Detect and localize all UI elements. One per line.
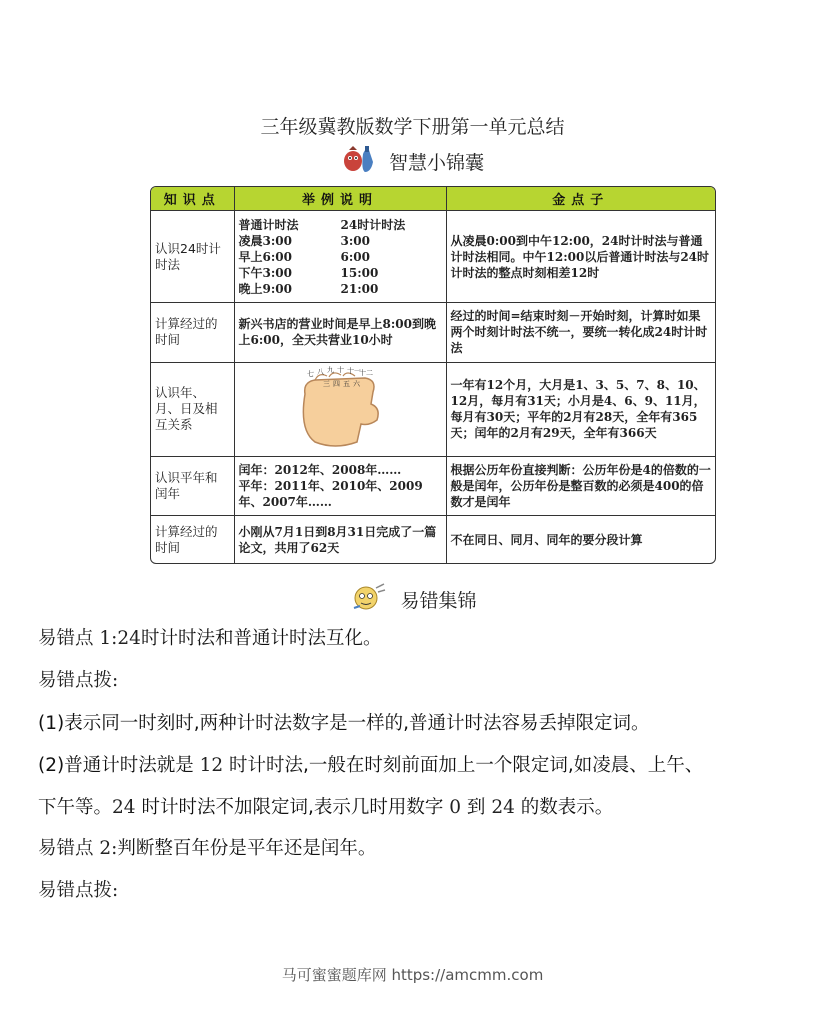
tip-cell: 一年有12个月，大月是1、3、5、7、8、10、12月，每月有31天；小月是4、6、9、11月，每月有30天；平年的2月有28天，全年有365天；闰年的2月有29天，全年有366天 (446, 362, 715, 456)
example-cell: 小刚从7月1日到8月31日完成了一篇论文，共用了62天 (234, 516, 446, 563)
tip-cell: 经过的时间=结束时刻－开始时刻，计算时如果两个时刻计时法不统一，要统一转化成24时计时法 (446, 303, 715, 362)
topic-cell: 认识24时计时法 (151, 211, 234, 303)
tip-cell: 根据公历年份直接判断：公历年份是4的倍数的一般是闰年，公历年份是整百数的必须是400的倍数才是闰年 (446, 456, 715, 515)
topic-cell: 认识年、月、日及相互关系 (151, 362, 234, 456)
topic-cell: 计算经过的时间 (151, 303, 234, 362)
table-row (151, 303, 715, 362)
footer-watermark: 马可蜜蜜题库网 https://amcmm.com (281, 966, 544, 984)
hand-label: 八 (317, 368, 324, 377)
hand-illustration-cell (234, 362, 446, 456)
topic-cell: 认识平年和闰年 (151, 456, 234, 515)
hand-label: 七 (307, 370, 314, 379)
table-row (151, 516, 715, 563)
header-tip: 金点子 (446, 187, 715, 211)
example-cell: 新兴书店的营业时间是早上8:00到晚上6:00，全天共营业10小时 (234, 303, 446, 362)
topic-cell: 计算经过的时间 (151, 516, 234, 563)
hand-label: 四 (333, 380, 340, 389)
hand-label: 十 (337, 366, 344, 375)
paragraph: 下午等。24 时计时法不加限定词,表示几时用数字 0 到 24 的数表示。 (38, 797, 614, 818)
hand-label: 五 (343, 380, 350, 389)
paragraph: 易错点 1:24时计时法和普通计时法互化。 (38, 628, 382, 649)
hand-label: 十二 (359, 369, 373, 378)
cartoon-character-icon (348, 582, 388, 617)
table-row (151, 456, 715, 515)
header-example: 举例说明 (234, 187, 446, 211)
tip-cell: 不在同日、同月、同年的要分段计算 (450, 532, 643, 547)
hand-label: 九 (327, 366, 334, 375)
hand-label: 三 (323, 380, 330, 389)
money-bag-icon (341, 144, 377, 179)
paragraph: 易错点 2:判断整百年份是平年还是闰年。 (38, 838, 377, 859)
paragraph: (1)表示同一时刻时,两种计时法数字是一样的,普通计时法容易丢掉限定词。 (38, 713, 650, 734)
section-heading-mistakes: 易错集锦 (0, 582, 825, 617)
table-row (151, 362, 715, 456)
header-topic: 知识点 (151, 187, 234, 211)
paragraph: 易错点拨: (38, 670, 119, 691)
tip-cell: 从凌晨0:00到中午12:00，24时计时法与普通计时法相同。中午12:00以后普通计时法与24时计时法的整点时刻相差12时 (446, 211, 715, 303)
knowledge-table (150, 186, 716, 564)
example-cell: 普通计时法 24时计时法 凌晨3:00 3:00 早上6:00 6:00 下午3:00 15:00 晚上9:00 21:00 (234, 211, 446, 303)
hand-knuckle-icon (285, 364, 395, 450)
page-title: 三年级冀教版数学下册第一单元总结 (260, 116, 565, 138)
table-row (151, 211, 715, 303)
paragraph: 易错点拨: (38, 880, 119, 901)
section-heading-tips: 智慧小锦囊 (0, 144, 825, 179)
hand-label: 十一 (347, 367, 361, 376)
paragraph: (2)普通计时法就是 12 时计时法,一般在时刻前面加上一个限定词,如凌晨、上午、 (38, 755, 704, 776)
hand-label: 六 (353, 380, 360, 389)
example-cell: 闰年：2012年、2008年…… 平年：2011年、2010年、2009年、2007年…… (234, 456, 446, 515)
